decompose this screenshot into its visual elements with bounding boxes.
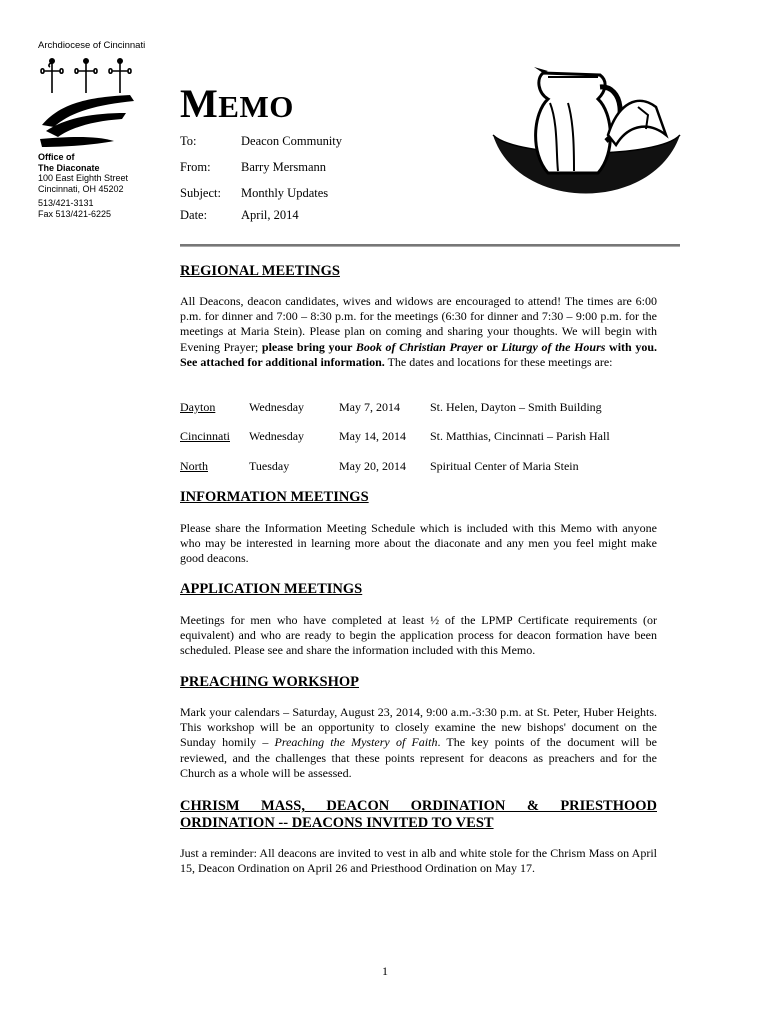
memo-title-initial: M: [180, 81, 219, 126]
office-address: 100 East Eighth Street: [38, 173, 129, 183]
office-line2: The Diaconate: [38, 162, 100, 173]
to-value: Deacon Community: [241, 134, 343, 148]
regional-meetings-text: All Deacons, deacon candidates, wives and widows are encouraged to attend! The times are 6:00 p.m. for dinner and 7:00 – 8:30 p.m. for the meetings (6:30 for dinner and 7:30 – 9:00 p.m. for the meetings at Maria Stein). Please plan on coming and sharing your thoughts. We will begin with Evening Prayer; please bring your Book of Christian Prayer or Liturgy of the Hours with you. See attached for additional information. The dates and locations for these meetings are:: [180, 294, 658, 369]
archdiocese-logo: [34, 55, 140, 155]
from-label: From:: [180, 160, 211, 174]
information-meetings-text: Please share the Information Meeting Schedule which is included with this Memo with anyone who may be interested in learning more about the diaconate and any men you feel might make good deacons.: [180, 521, 657, 566]
meeting-location: St. Helen, Dayton – Smith Building: [430, 400, 602, 414]
meeting-date: May 14, 2014: [339, 429, 406, 443]
pitcher-and-towel-illustration: [488, 63, 683, 211]
page-number: 1: [382, 964, 388, 978]
meeting-location: St. Matthias, Cincinnati – Parish Hall: [430, 429, 610, 443]
meeting-date: May 20, 2014: [339, 459, 406, 473]
meeting-day: Wednesday: [249, 400, 305, 414]
memo-title-rest: EMO: [218, 89, 294, 124]
subject-label: Subject:: [180, 186, 221, 200]
office-phone: 513/421-3131: [38, 198, 94, 208]
meeting-day: Tuesday: [249, 459, 290, 473]
memo-title: [180, 80, 294, 127]
information-meetings-title: INFORMATION MEETINGS: [180, 489, 369, 505]
meeting-region: Dayton: [180, 400, 216, 414]
to-label: To:: [180, 134, 197, 148]
meeting-region: Cincinnati: [180, 429, 230, 443]
header-divider: [180, 244, 680, 247]
application-meetings-title: APPLICATION MEETINGS: [180, 581, 363, 597]
office-line1: Office of: [38, 152, 75, 162]
meeting-location: Spiritual Center of Maria Stein: [430, 459, 579, 473]
meeting-day: Wednesday: [249, 429, 305, 443]
meeting-region: North: [180, 459, 208, 473]
office-fax: Fax 513/421-6225: [38, 208, 112, 219]
office-info: [38, 152, 128, 219]
preaching-workshop-title: PREACHING WORKSHOP: [180, 674, 359, 690]
chrism-mass-text: Just a reminder: All deacons are invited to vest in alb and white stole for the Chrism Mass on April 15, Deacon Ordination on April 26 and Priesthood Ordination on May 17.: [180, 846, 657, 876]
preaching-workshop-text: Mark your calendars – Saturday, August 23, 2014, 9:00 a.m.-3:30 p.m. at St. Peter, Huber Heights. This workshop will be an opportunity to closely examine the new bishops' document on the Sunday homily – Preaching the Mystery of Faith. The key points of the document will be reviewed, and the challenges that these points represent for deacons as preachers and for the Church as a whole will be assessed.: [180, 705, 657, 780]
chrism-mass-title-line1: CHRISM MASS, DEACON ORDINATION & PRIESTHOOD: [180, 798, 657, 814]
application-meetings-text: Meetings for men who have completed at least ½ of the LPMP Certificate requirements (or equivalent) and who are ready to begin the application process for deacon formation have been scheduled. Please see and share the information included with this Memo.: [180, 613, 657, 658]
meeting-date: May 7, 2014: [339, 400, 400, 414]
from-value: Barry Mersmann: [241, 160, 327, 174]
date-value: April, 2014: [241, 208, 299, 222]
chrism-mass-title-line2: ORDINATION -- DEACONS INVITED TO VEST: [180, 815, 494, 831]
office-city: Cincinnati, OH 45202: [38, 183, 124, 194]
subject-value: Monthly Updates: [241, 186, 329, 200]
archdiocese-name: Archdiocese of Cincinnati: [38, 40, 146, 51]
date-label: Date:: [180, 208, 208, 222]
sidebar: [38, 40, 168, 51]
regional-meetings-title: REGIONAL MEETINGS: [180, 263, 340, 279]
